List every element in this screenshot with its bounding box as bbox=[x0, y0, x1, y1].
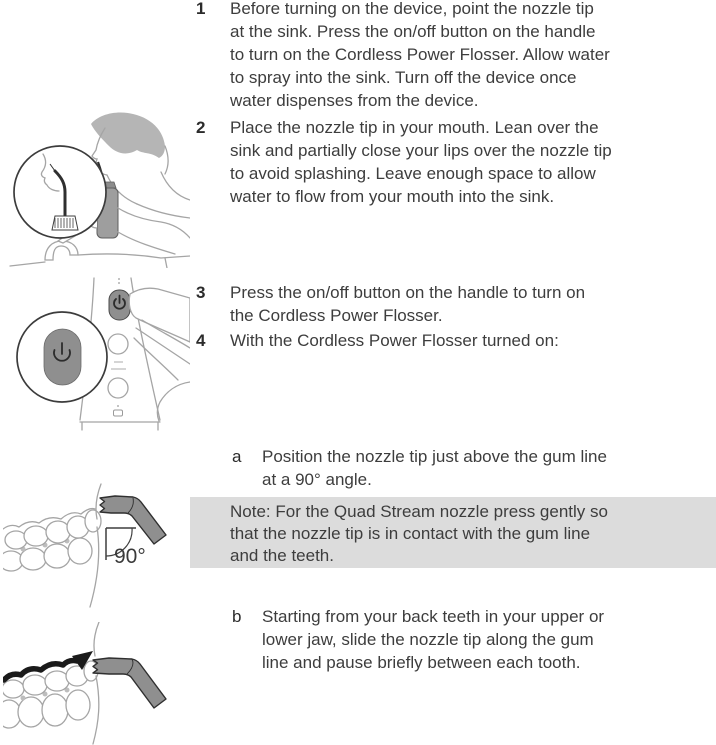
step-number: 4 bbox=[196, 331, 206, 350]
step-3 bbox=[196, 281, 585, 327]
substep-letter: a bbox=[232, 447, 242, 466]
head-outline bbox=[165, 146, 168, 174]
mouth-corner bbox=[90, 484, 101, 607]
power-button bbox=[109, 290, 130, 320]
teeth-90-illustration bbox=[3, 483, 190, 609]
figure-nozzle-90-degrees bbox=[3, 483, 190, 609]
hair bbox=[91, 112, 165, 158]
teeth bbox=[3, 509, 101, 571]
step-text: Place the nozzle tip in your mouth. Lean over the sink and partially close your lips over the nozzle tip to avoid splashing. Leave enough space to allow water to flow from your mouth into the sink. bbox=[230, 118, 612, 206]
finger-pressing bbox=[129, 288, 190, 342]
step-number: 2 bbox=[196, 118, 206, 137]
mode-button bbox=[108, 334, 128, 354]
nozzle-base-hatching bbox=[55, 218, 73, 228]
step-1 bbox=[196, 0, 610, 112]
note-text: Note: For the Quad Stream nozzle press gently so that the nozzle tip is in contact with the gum line and the teeth. bbox=[230, 502, 608, 565]
substep-a bbox=[232, 445, 607, 491]
sink-scene-illustration bbox=[5, 112, 190, 268]
battery-icon bbox=[114, 410, 123, 416]
power-button-closeup bbox=[44, 329, 81, 385]
nozzle-base bbox=[52, 216, 78, 230]
figure-slide-gumline bbox=[3, 622, 190, 745]
mode-button bbox=[108, 378, 128, 398]
figure-press-power-button bbox=[8, 272, 190, 438]
mouth-corner bbox=[93, 622, 99, 744]
handle-base bbox=[80, 422, 160, 430]
substep-b bbox=[232, 605, 604, 674]
step-text: Press the on/off button on the handle to turn on the Cordless Power Flosser. bbox=[230, 283, 586, 325]
arm bbox=[118, 208, 190, 238]
handle-illustration bbox=[8, 272, 190, 438]
substep-text: Starting from your back teeth in your upper or lower jaw, slide the nozzle tip along the gum line and pause briefly between each tooth. bbox=[262, 607, 605, 672]
substep-letter: b bbox=[232, 607, 242, 626]
note-box bbox=[190, 497, 716, 568]
step-number: 3 bbox=[196, 283, 206, 302]
step-4 bbox=[196, 329, 559, 352]
step-text: Before turning on the device, point the nozzle tip at the sink. Press the on/off button on the handle to turn on the Cordless Power Flosser. Allow water to spray into the sink. Turn off the device once water dispenses from the device. bbox=[230, 0, 610, 110]
faucet bbox=[45, 241, 78, 260]
step-text: With the Cordless Power Flosser turned on: bbox=[230, 331, 559, 350]
teeth-slide-illustration bbox=[3, 622, 190, 745]
sink-edge bbox=[78, 254, 190, 258]
nozzle-tip bbox=[93, 658, 166, 708]
substep-text: Position the nozzle tip just above the gum line at a 90° angle. bbox=[262, 447, 607, 489]
teeth bbox=[3, 661, 98, 728]
figure-using-flosser-over-sink bbox=[5, 112, 190, 268]
angle-label: 90° bbox=[114, 545, 146, 568]
step-2 bbox=[196, 116, 612, 208]
step-number: 1 bbox=[196, 0, 206, 18]
